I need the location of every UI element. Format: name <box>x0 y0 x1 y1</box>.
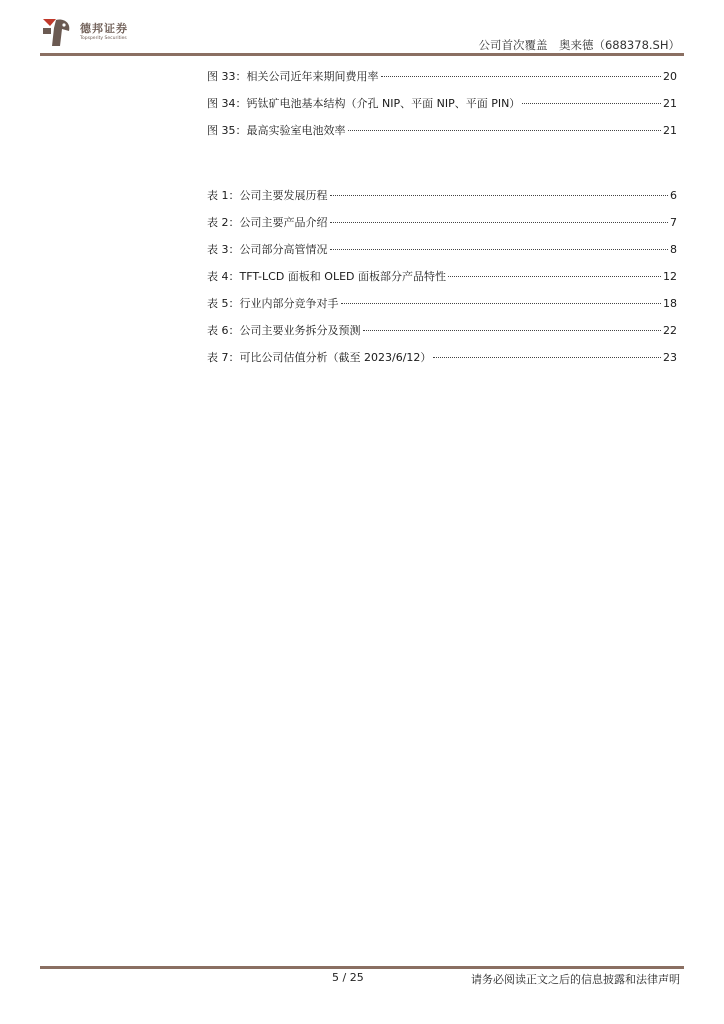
toc-leader <box>381 76 662 77</box>
toc-entry-page: 6 <box>670 189 677 202</box>
toc-leader <box>330 195 669 196</box>
tables-toc <box>207 187 677 376</box>
brand-mark-icon <box>40 16 74 50</box>
toc-leader <box>522 103 661 104</box>
logo-en-text: Topsperity Securities <box>80 36 127 41</box>
toc-entry[interactable] <box>207 122 677 149</box>
toc-entry-page: 7 <box>670 216 677 229</box>
toc-entry[interactable] <box>207 187 677 214</box>
toc-entry-label: 图 35：最高实验室电池效率 <box>207 124 346 137</box>
toc-entry[interactable] <box>207 214 677 241</box>
toc-entry-label: 图 34：钙钛矿电池基本结构（介孔 NIP、平面 NIP、平面 PIN） <box>207 97 521 110</box>
toc-entry-label: 表 2：公司主要产品介绍 <box>207 216 328 229</box>
toc-entry-page: 8 <box>670 243 677 256</box>
toc-entry-page: 23 <box>663 351 677 364</box>
toc-leader <box>448 276 661 277</box>
header-divider <box>40 53 684 56</box>
toc-leader <box>433 357 661 358</box>
toc-entry-page: 22 <box>663 324 677 337</box>
toc-entry[interactable] <box>207 68 677 95</box>
toc-leader <box>363 330 662 331</box>
company-logo <box>40 16 140 52</box>
toc-entry-page: 21 <box>663 97 677 110</box>
toc-entry-page: 18 <box>663 297 677 310</box>
toc-leader <box>330 249 669 250</box>
page-number: 5 / 25 <box>332 971 364 984</box>
toc-entry-label: 表 4：TFT-LCD 面板和 OLED 面板部分产品特性 <box>207 270 447 283</box>
toc-entry-page: 21 <box>663 124 677 137</box>
figures-toc <box>207 68 677 149</box>
report-title: 公司首次覆盖 奥来德（688378.SH） <box>478 38 680 52</box>
toc-entry-label: 表 3：公司部分高管情况 <box>207 243 328 256</box>
toc-entry[interactable] <box>207 295 677 322</box>
toc-entry[interactable] <box>207 268 677 295</box>
toc-entry[interactable] <box>207 95 677 122</box>
toc-entry[interactable] <box>207 349 677 376</box>
toc-entry-label: 表 6：公司主要业务拆分及预测 <box>207 324 361 337</box>
toc-entry-page: 12 <box>663 270 677 283</box>
toc-entry-label: 表 5：行业内部分竞争对手 <box>207 297 339 310</box>
logo-cn-text: 德邦证券 <box>80 22 128 35</box>
toc-entry-label: 表 7：可比公司估值分析（截至 2023/6/12） <box>207 351 432 364</box>
disclaimer-note: 请务必阅读正文之后的信息披露和法律声明 <box>471 973 680 986</box>
footer-divider <box>40 966 684 969</box>
toc-entry-page: 20 <box>663 70 677 83</box>
toc-leader <box>330 222 669 223</box>
toc-entry[interactable] <box>207 241 677 268</box>
toc-entry-label: 表 1：公司主要发展历程 <box>207 189 328 202</box>
toc-entry-label: 图 33：相关公司近年来期间费用率 <box>207 70 379 83</box>
toc-entry[interactable] <box>207 322 677 349</box>
toc-leader <box>341 303 662 304</box>
toc-leader <box>348 130 662 131</box>
